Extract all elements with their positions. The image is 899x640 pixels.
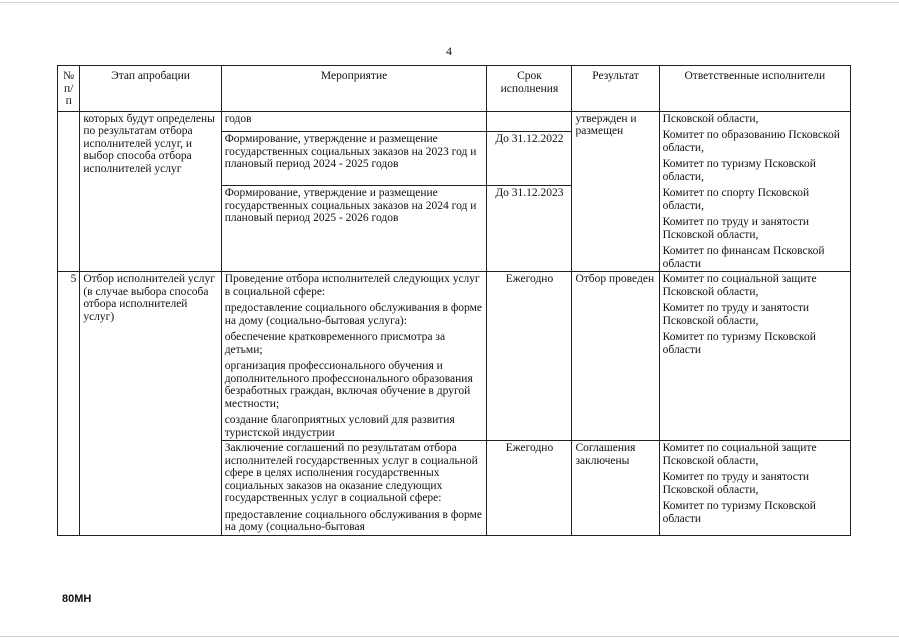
cell-term: Ежегодно: [487, 272, 572, 441]
header-result: Результат: [572, 66, 659, 112]
responsible-item: Комитет по труду и занятости Псковской области,: [662, 216, 810, 241]
event-paragraph: организация профессионального обучения и дополнительного профессионального образования безработных граждан, включая обучение в другой местности;: [224, 360, 473, 410]
cell-responsible: [659, 441, 850, 536]
cell-event: годов: [221, 111, 487, 132]
cell-result: утвержден и размещен: [572, 111, 659, 272]
responsible-item: Комитет по труду и занятости Псковской области,: [662, 302, 810, 327]
cell-responsible: [659, 111, 850, 272]
table-row: [58, 272, 851, 441]
cell-event: Формирование, утверждение и размещение государственных социальных заказов на 2024 год и плановый период 2025 - 2026 годов: [221, 186, 487, 272]
scan-artifact-bottom: [0, 636, 899, 637]
responsible-item: Комитет по социальной защите Псковской области,: [662, 273, 817, 298]
cell-term: Ежегодно: [487, 441, 572, 536]
cell-event: [221, 272, 487, 441]
header-num: № п/п: [58, 66, 80, 112]
cell-term-empty: [487, 111, 572, 132]
footer-document-code: 80МН: [62, 593, 92, 605]
header-responsible: Ответственные исполнители: [659, 66, 850, 112]
table-row: [58, 111, 851, 132]
cell-num: 5: [58, 272, 80, 536]
event-paragraph: обеспечение кратковременного присмотра за детьми;: [224, 331, 446, 356]
cell-stage: которых будут определены по результатам отбора исполнителей услуг, и выбор способа отбора исполнителей услуг: [80, 111, 221, 272]
event-paragraph: Заключение соглашений по результатам отбора исполнителей государственных услуг в социальной сфере в целях исполнения государственных социальных заказов на оказание следующих государственных услуг в социальной сфере:: [224, 442, 478, 504]
event-paragraph: создание благоприятных условий для развития туристской индустрии: [224, 414, 455, 439]
cell-responsible: [659, 272, 850, 441]
responsible-item: Комитет по туризму Псковской области: [662, 500, 816, 525]
cell-event: Формирование, утверждение и размещение государственных социальных заказов на 2023 год и плановый период 2024 - 2025 годов: [221, 132, 487, 186]
cell-event: [221, 441, 487, 536]
responsible-item: Комитет по социальной защите Псковской области,: [662, 442, 817, 467]
header-stage: Этап апробации: [80, 66, 221, 112]
cell-term: До 31.12.2023: [487, 186, 572, 272]
responsible-item: Комитет по спорту Псковской области,: [662, 187, 810, 212]
scan-artifact-top: [0, 2, 899, 3]
cell-num-empty: [58, 111, 80, 272]
responsible-item: Комитет по туризму Псковской области,: [662, 158, 816, 183]
responsible-item: Псковской области,: [662, 112, 759, 125]
cell-result: Отбор проведен: [572, 272, 659, 441]
responsible-item: Комитет по труду и занятости Псковской области,: [662, 471, 810, 496]
responsible-item: Комитет по финансам Псковской области: [662, 245, 825, 270]
cell-stage: Отбор исполнителей услуг (в случае выбора способа отбора исполнителей услуг): [80, 272, 221, 536]
event-paragraph: предоставление социального обслуживания в форме на дому (социально-бытовая: [224, 508, 482, 533]
responsible-item: Комитет по образованию Псковской области,: [662, 129, 840, 154]
cell-term: До 31.12.2022: [487, 132, 572, 186]
event-paragraph: предоставление социального обслуживания в форме на дому (социально-бытовая услуга):: [224, 302, 482, 327]
cell-result: Соглашения заключены: [572, 441, 659, 536]
page-number: 4: [446, 44, 452, 58]
table-header-row: [58, 66, 851, 112]
header-event: Мероприятие: [221, 66, 487, 112]
responsible-item: Комитет по туризму Псковской области: [662, 331, 816, 356]
implementation-plan-table: [57, 65, 851, 536]
event-paragraph: Проведение отбора исполнителей следующих услуг в социальной сфере:: [224, 273, 480, 298]
header-term: Срок исполнения: [487, 66, 572, 112]
